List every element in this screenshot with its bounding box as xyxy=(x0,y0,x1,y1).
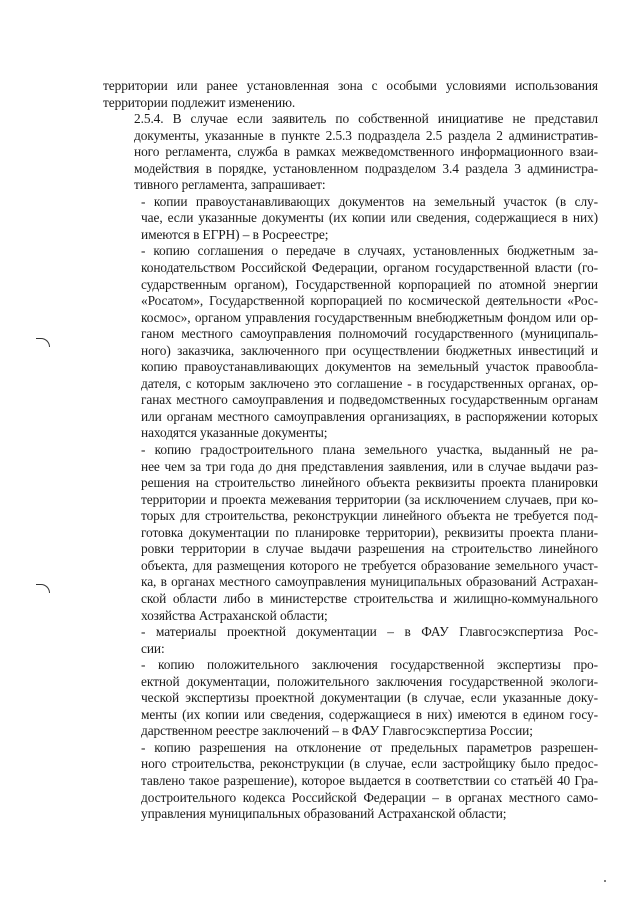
text-line: объекта, для размещения которого не требуется образование земельного участ- xyxy=(141,557,598,573)
paragraph xyxy=(103,111,598,194)
text-line: ровки территории в случае выдачи разрешения на строительство линейного xyxy=(141,541,598,557)
text-line: менты (их копии или сведения, содержащиеся в них) имеются в едином госу- xyxy=(141,706,598,722)
text-line: - материалы проектной документации – в ФАУ Главгосэкспертиза Рос- xyxy=(141,624,598,640)
text-line: 2.5.4. В случае если заявитель по собственной инициативе не представил xyxy=(134,111,598,127)
paragraph xyxy=(103,657,598,740)
text-line: нее чем за три года до дня представления заявления, или в случае выдачи раз- xyxy=(141,458,598,474)
text-line: ного регламента, служба в рамках межведомственного информационного взаи- xyxy=(134,144,598,160)
text-line: - копию градостроительного плана земельного участка, выданный не ра- xyxy=(141,442,598,458)
text-line: тавлено такое разрешение), которое выдается в соответствии со статьёй 40 Гра- xyxy=(141,772,598,788)
text-line: копию правоустанавливающих документов на земельный участок правооблa- xyxy=(141,359,598,375)
text-line: территории и проекта межевания территории (за исключением случаев, при ко- xyxy=(141,491,598,507)
text-line: ческой экспертизы проектной документации (в случае, если указанные доку- xyxy=(141,690,598,706)
text-line: готовка документации по планировке территории), реквизиты проекта плани- xyxy=(141,524,598,540)
text-line: ектной документации, положительного заключения государственной экологи- xyxy=(141,673,598,689)
paragraph xyxy=(103,624,598,657)
text-line: имеются в ЕГРН) – в Росреестре; xyxy=(141,226,329,242)
text-line: ного строительства, реконструкции (в случае, если застройщику было предос- xyxy=(141,756,598,772)
text-line: хозяйства Астраханской области; xyxy=(141,607,328,623)
text-line: - копию соглашения о передаче в случаях, установленных бюджетным за- xyxy=(141,243,598,259)
text-line: - копию положительного заключения государственной экспертизы про- xyxy=(141,657,598,673)
paragraph xyxy=(103,442,598,624)
text-line: территории или ранее установленная зона с особыми условиями использования xyxy=(103,78,598,93)
text-line: - копию разрешения на отклонение от предельных параметров разрешен- xyxy=(141,739,598,755)
paragraph xyxy=(103,78,598,111)
text-line: сударственным органом), Государственной корпорацией по атомной энергии xyxy=(141,276,598,292)
text-line: космос», органом управления государственным внебюджетным фондом или ор- xyxy=(141,309,598,325)
text-line: территории подлежит изменению. xyxy=(103,94,296,110)
text-line: достроительного кодекса Российской Федерации – в органах местного само- xyxy=(141,789,598,805)
text-line: решения на строительство линейного объекта реквизиты проекта планировки xyxy=(141,475,598,491)
text-line: модействия в порядке, установленном подразделом 3.4 раздела 3 администра- xyxy=(134,160,598,176)
text-line: ганах местного самоуправления и подведомственных государственным органам xyxy=(141,392,598,408)
text-line: дарственном реестре заключений – в ФАУ Главгосэкспертиза России; xyxy=(141,723,533,739)
text-line: дателя, с которым заключено это соглашение - в государственных органах, ор- xyxy=(141,375,598,391)
text-line: управления муниципальных образований Астраханской области; xyxy=(141,806,507,822)
paragraph xyxy=(103,243,598,442)
text-line: «Росатом», Государственной корпорацией по космической деятельности «Рос- xyxy=(141,293,598,309)
text-line: торых для строительства, реконструкции линейного объекта не требуется под- xyxy=(141,508,598,524)
text-line: - копии правоустанавливающих документов на земельный участок (в слу- xyxy=(141,193,598,209)
document-page xyxy=(103,78,598,823)
binding-hole-mark-top xyxy=(36,338,50,347)
text-line: ской области либо в министерстве строительства и жилищно-коммунального xyxy=(141,590,598,606)
text-line: ного) заказчика, заключенного при осуществлении бюджетных инвестиций и xyxy=(141,342,598,358)
scan-speck xyxy=(604,880,606,882)
text-line: ганом местного самоуправления полномочий государственного (муниципаль- xyxy=(141,326,598,342)
binding-hole-mark-bottom xyxy=(36,584,50,593)
text-line: тивного регламента, запрашивает: xyxy=(134,177,326,193)
text-line: чае, если указанные документы (их копии или сведения, содержащиеся в них) xyxy=(141,210,598,226)
text-line: сии: xyxy=(141,640,165,656)
text-line: документы, указанные в пункте 2.5.3 подраздела 2.5 раздела 2 административ- xyxy=(134,127,598,143)
text-line: ка, в органах местного самоуправления муниципальных образований Астрахан- xyxy=(141,574,598,590)
paragraph xyxy=(103,740,598,823)
paragraph xyxy=(103,194,598,244)
text-line: находятся указанные документы; xyxy=(141,425,328,441)
text-line: конодательством Российской Федерации, органом государственной власти (го- xyxy=(141,260,598,276)
text-line: или органам местного самоуправления организациях, в распоряжении которых xyxy=(141,408,598,424)
